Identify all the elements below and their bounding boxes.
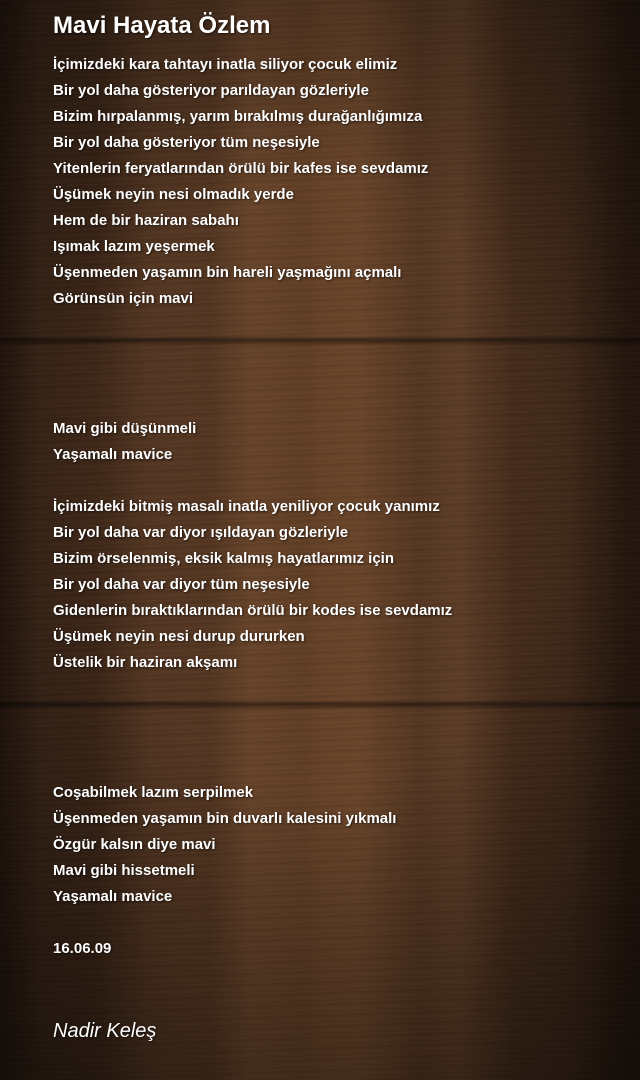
poem-blank-line	[53, 910, 613, 936]
poem-blank-line	[53, 728, 613, 754]
poem-line: Yaşamalı mavice	[53, 888, 173, 905]
poem-line: Görünsün için mavi	[53, 290, 194, 307]
poem-title: Mavi Hayata Özlem	[53, 12, 271, 39]
poem-blank-line	[53, 702, 613, 728]
poem-line: Coşabilmek lazım serpilmek	[53, 784, 254, 801]
poem-line: Bir yol daha gösteriyor tüm neşesiyle	[53, 134, 320, 151]
poem-line: Üşümek neyin nesi durup dururken	[53, 628, 305, 645]
poem-line: Bir yol daha var diyor ışıldayan gözleriyle	[53, 524, 349, 541]
poem-line: Mavi gibi düşünmeli	[53, 420, 197, 437]
poem-line: 16.06.09	[53, 940, 112, 957]
poem-line: Gidenlerin bıraktıklarından örülü bir kodes ise sevdamız	[53, 602, 453, 619]
poem-line: İçimizdeki kara tahtayı inatla siliyor çocuk elimiz	[53, 56, 398, 73]
poem-author: Nadir Keleş	[53, 1020, 157, 1042]
poem-blank-line	[53, 312, 613, 338]
poem-line: Yaşamalı mavice	[53, 446, 173, 463]
poem-blank-line	[53, 390, 613, 416]
poem-line: Üşümek neyin nesi olmadık yerde	[53, 186, 294, 203]
poem-blank-line	[53, 676, 613, 702]
poem-blank-line	[53, 468, 613, 494]
poem-line: Bir yol daha gösteriyor parıldayan gözleriyle	[53, 82, 369, 99]
poem-line: Üşenmeden yaşamın bin duvarlı kalesini yıkmalı	[53, 810, 397, 827]
poem-blank-line	[53, 338, 613, 364]
poem-blank-line	[53, 364, 613, 390]
poem-line: Bir yol daha var diyor tüm neşesiyle	[53, 576, 310, 593]
poem-line: Yitenlerin feryatlarından örülü bir kafes ise sevdamız	[53, 160, 429, 177]
poem-line: Bizim örselenmiş, eksik kalmış hayatlarımız için	[53, 550, 394, 567]
poem-line: Üşenmeden yaşamın bin hareli yaşmağını açmalı	[53, 264, 402, 281]
poem-blank-line	[53, 754, 613, 780]
poem-line: Mavi gibi hissetmeli	[53, 862, 195, 879]
poem-line: Işımak lazım yeşermek	[53, 238, 215, 255]
poem-line: Hem de bir haziran sabahı	[53, 212, 239, 229]
poem-line: Bizim hırpalanmış, yarım bırakılmış durağanlığımıza	[53, 108, 423, 125]
poem-line: İçimizdeki bitmiş masalı inatla yeniliyor çocuk yanımız	[53, 498, 440, 515]
poem-body	[53, 52, 613, 962]
poem-line: Üstelik bir haziran akşamı	[53, 654, 238, 671]
poem-line: Özgür kalsın diye mavi	[53, 836, 216, 853]
